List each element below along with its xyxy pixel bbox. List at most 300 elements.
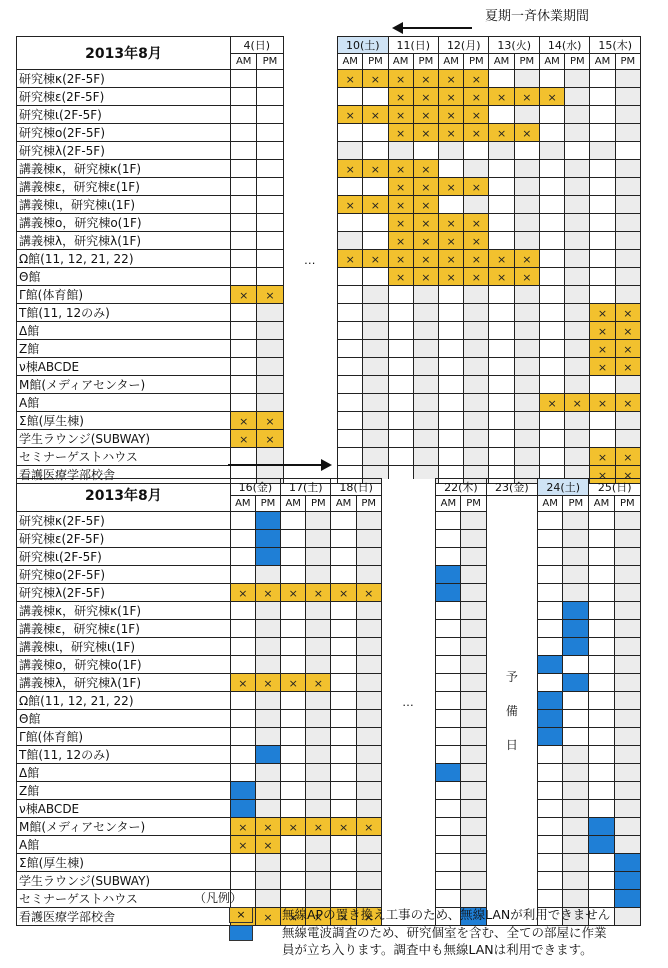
schedule-cell [489, 232, 514, 250]
table-row [17, 818, 641, 836]
schedule-cell [539, 268, 564, 286]
schedule-cell [464, 394, 489, 412]
schedule-cell [338, 322, 363, 340]
schedule-cell [363, 412, 388, 430]
room-name: 研究棟κ(2F-5F) [17, 512, 231, 530]
schedule-cell [255, 872, 280, 890]
schedule-cell [514, 304, 539, 322]
schedule-cell [281, 782, 306, 800]
schedule-cell [615, 142, 640, 160]
schedule-cell [615, 376, 640, 394]
table-row [17, 584, 641, 602]
schedule-cell [331, 710, 356, 728]
schedule-cell [331, 890, 356, 908]
schedule-cell [565, 376, 590, 394]
room-name: 研究棟λ(2F-5F) [17, 142, 231, 160]
schedule-cell [614, 710, 640, 728]
schedule-cell [461, 746, 486, 764]
schedule-cell [363, 88, 388, 106]
schedule-cell [331, 872, 356, 890]
schedule-cell [461, 638, 486, 656]
schedule-cell [589, 602, 614, 620]
schedule-cell [231, 106, 257, 124]
room-name: ν棟ABCDE [17, 800, 231, 818]
schedule-cell [255, 728, 280, 746]
schedule-cell [538, 818, 563, 836]
table-row [17, 512, 641, 530]
schedule-cell [230, 836, 255, 854]
schedule-cell [231, 394, 257, 412]
schedule-cell [565, 106, 590, 124]
schedule-cell [257, 412, 283, 430]
table1-day-header: 10(土) [338, 37, 388, 54]
schedule-cell [464, 322, 489, 340]
schedule-cell [539, 178, 564, 196]
schedule-cell [563, 638, 589, 656]
schedule-cell [464, 88, 489, 106]
schedule-cell [539, 394, 564, 412]
schedule-cell [565, 142, 590, 160]
schedule-cell [413, 142, 438, 160]
schedule-cell [614, 512, 640, 530]
schedule-cell [464, 250, 489, 268]
room-name: セミナーゲストハウス [17, 448, 231, 466]
schedule-table-2 [16, 478, 641, 926]
schedule-cell [413, 304, 438, 322]
schedule-cell [539, 124, 564, 142]
schedule-cell [306, 800, 331, 818]
schedule-cell [338, 430, 363, 448]
schedule-cell [538, 674, 563, 692]
schedule-cell [356, 800, 381, 818]
schedule-cell [539, 448, 564, 466]
schedule-cell [363, 70, 388, 88]
schedule-cell [436, 836, 461, 854]
schedule-cell [589, 566, 614, 584]
schedule-cell [590, 394, 615, 412]
schedule-cell [489, 412, 514, 430]
table2-day-header: … [381, 479, 435, 926]
schedule-cell [614, 872, 640, 890]
schedule-cell [255, 836, 280, 854]
schedule-cell [306, 638, 331, 656]
schedule-cell [356, 584, 381, 602]
schedule-cell [306, 710, 331, 728]
schedule-cell [590, 196, 615, 214]
schedule-cell [230, 530, 255, 548]
schedule-cell [331, 512, 356, 530]
table-row [17, 728, 641, 746]
schedule-cell [538, 854, 563, 872]
schedule-cell [257, 142, 283, 160]
room-name: 研究棟ι(2F-5F) [17, 548, 231, 566]
schedule-cell [615, 358, 640, 376]
schedule-cell [436, 602, 461, 620]
table1-pm-header: PM [464, 54, 489, 70]
schedule-cell [589, 656, 614, 674]
schedule-cell [539, 214, 564, 232]
schedule-cell [615, 88, 640, 106]
schedule-cell [489, 142, 514, 160]
schedule-cell [439, 340, 464, 358]
schedule-cell [565, 358, 590, 376]
schedule-cell [230, 512, 255, 530]
room-name: 研究棟ι(2F-5F) [17, 106, 231, 124]
schedule-cell [614, 692, 640, 710]
schedule-cell [281, 566, 306, 584]
schedule-cell [514, 178, 539, 196]
schedule-cell [461, 872, 486, 890]
schedule-cell [388, 394, 413, 412]
schedule-cell [563, 818, 589, 836]
schedule-cell [306, 584, 331, 602]
schedule-cell [464, 430, 489, 448]
schedule-cell [388, 448, 413, 466]
schedule-cell [338, 106, 363, 124]
room-name: Α館 [17, 836, 231, 854]
schedule-cell [413, 412, 438, 430]
schedule-cell [589, 782, 614, 800]
schedule-cell [257, 232, 283, 250]
table-row [17, 548, 641, 566]
schedule-cell [363, 124, 388, 142]
room-name: Τ館(11, 12のみ) [17, 746, 231, 764]
schedule-cell [565, 394, 590, 412]
schedule-cell [565, 196, 590, 214]
schedule-cell [388, 376, 413, 394]
schedule-cell [331, 728, 356, 746]
schedule-cell [306, 782, 331, 800]
schedule-cell [589, 638, 614, 656]
period-arrow-right [228, 464, 322, 466]
schedule-cell [231, 196, 257, 214]
schedule-cell [255, 710, 280, 728]
schedule-cell [615, 322, 640, 340]
schedule-cell [539, 232, 564, 250]
table2-pm-header: PM [461, 496, 486, 512]
schedule-cell [231, 70, 257, 88]
schedule-cell [356, 674, 381, 692]
schedule-cell [356, 872, 381, 890]
schedule-cell [388, 286, 413, 304]
schedule-cell [413, 214, 438, 232]
room-name: 看護医療学部校舎 [17, 908, 231, 926]
room-name: セミナーゲストハウス [17, 890, 231, 908]
legend-title: （凡例） [194, 891, 243, 905]
room-name: 研究棟ε(2F-5F) [17, 88, 231, 106]
schedule-cell [539, 196, 564, 214]
schedule-cell [306, 746, 331, 764]
schedule-cell [563, 728, 589, 746]
table2-day-header: 25(日) [589, 479, 641, 496]
schedule-cell [388, 304, 413, 322]
schedule-cell [615, 214, 640, 232]
room-name: Γ館(体育館) [17, 286, 231, 304]
schedule-cell [439, 88, 464, 106]
schedule-cell [388, 178, 413, 196]
schedule-cell [589, 584, 614, 602]
legend-text-blue-2: 員が立ち入ります。調査中も無線LANは利用できます。 [282, 942, 593, 957]
schedule-cell [230, 566, 255, 584]
schedule-cell [615, 412, 640, 430]
schedule-cell [615, 340, 640, 358]
schedule-cell [363, 304, 388, 322]
schedule-cell [439, 232, 464, 250]
schedule-cell [231, 160, 257, 178]
schedule-cell [461, 548, 486, 566]
schedule-cell [614, 584, 640, 602]
schedule-cell [538, 764, 563, 782]
schedule-cell [563, 674, 589, 692]
schedule-cell [615, 304, 640, 322]
schedule-cell [614, 764, 640, 782]
room-name: Ω館(11, 12, 21, 22) [17, 250, 231, 268]
schedule-cell [539, 160, 564, 178]
schedule-cell [615, 178, 640, 196]
schedule-cell [538, 836, 563, 854]
schedule-cell [514, 142, 539, 160]
schedule-cell [388, 358, 413, 376]
schedule-cell [464, 286, 489, 304]
schedule-cell [538, 710, 563, 728]
schedule-cell [461, 602, 486, 620]
schedule-cell [231, 448, 257, 466]
room-name: 講義棟ο，研究棟ο(1F) [17, 214, 231, 232]
schedule-cell [615, 196, 640, 214]
schedule-cell [461, 818, 486, 836]
schedule-cell [590, 430, 615, 448]
table1-day-header: 13(火) [489, 37, 539, 54]
schedule-cell [614, 782, 640, 800]
schedule-cell [331, 782, 356, 800]
schedule-cell [565, 322, 590, 340]
schedule-cell [436, 566, 461, 584]
schedule-cell [388, 160, 413, 178]
schedule-cell [464, 304, 489, 322]
room-name: Σ館(厚生棟) [17, 854, 231, 872]
schedule-cell [565, 430, 590, 448]
room-name: 講義棟ο，研究棟ο(1F) [17, 656, 231, 674]
schedule-cell [563, 746, 589, 764]
schedule-cell [563, 872, 589, 890]
table1-am-header: AM [338, 54, 363, 70]
schedule-cell [356, 512, 381, 530]
schedule-cell [514, 214, 539, 232]
table1-day-header: 14(水) [539, 37, 589, 54]
schedule-cell [538, 638, 563, 656]
schedule-cell [439, 412, 464, 430]
schedule-cell [356, 530, 381, 548]
schedule-cell [281, 620, 306, 638]
schedule-cell [331, 602, 356, 620]
room-name: Μ館(メディアセンター) [17, 376, 231, 394]
table1-am-header: AM [539, 54, 564, 70]
schedule-cell [489, 214, 514, 232]
schedule-cell [461, 656, 486, 674]
schedule-cell [255, 818, 280, 836]
schedule-cell [464, 160, 489, 178]
schedule-cell [413, 268, 438, 286]
schedule-cell [436, 764, 461, 782]
schedule-cell [614, 746, 640, 764]
schedule-cell [461, 782, 486, 800]
schedule-cell [231, 142, 257, 160]
schedule-cell [461, 854, 486, 872]
schedule-cell [514, 394, 539, 412]
schedule-cell [331, 674, 356, 692]
reserve-day-char: 備 [505, 703, 518, 718]
table-row [17, 656, 641, 674]
schedule-cell [257, 268, 283, 286]
schedule-cell [563, 620, 589, 638]
schedule-cell [563, 602, 589, 620]
schedule-cell [439, 376, 464, 394]
schedule-cell [331, 746, 356, 764]
schedule-cell [538, 566, 563, 584]
schedule-cell [539, 304, 564, 322]
schedule-cell [589, 890, 614, 908]
schedule-cell [257, 448, 283, 466]
schedule-cell [281, 530, 306, 548]
schedule-cell [538, 548, 563, 566]
schedule-cell [461, 566, 486, 584]
schedule-cell [255, 566, 280, 584]
schedule-cell [331, 764, 356, 782]
reserve-day-char: 日 [505, 737, 518, 752]
schedule-cell [257, 430, 283, 448]
schedule-cell [615, 268, 640, 286]
schedule-cell [436, 854, 461, 872]
schedule-cell [489, 448, 514, 466]
schedule-cell [436, 692, 461, 710]
schedule-cell [539, 142, 564, 160]
schedule-cell [439, 124, 464, 142]
room-name: Δ館 [17, 322, 231, 340]
schedule-cell [255, 584, 280, 602]
schedule-cell [338, 178, 363, 196]
schedule-cell [615, 232, 640, 250]
schedule-cell [565, 160, 590, 178]
schedule-cell [388, 322, 413, 340]
schedule-cell [563, 548, 589, 566]
room-name: Τ館(11, 12のみ) [17, 304, 231, 322]
room-name: Ζ館 [17, 782, 231, 800]
schedule-cell [539, 322, 564, 340]
schedule-cell [538, 584, 563, 602]
schedule-cell [230, 872, 255, 890]
schedule-cell [464, 124, 489, 142]
schedule-cell [590, 376, 615, 394]
schedule-cell [464, 142, 489, 160]
schedule-cell [436, 674, 461, 692]
schedule-cell [590, 286, 615, 304]
schedule-cell [413, 160, 438, 178]
schedule-cell [231, 376, 257, 394]
schedule-cell [306, 656, 331, 674]
schedule-cell [363, 448, 388, 466]
schedule-cell [461, 512, 486, 530]
schedule-cell [363, 232, 388, 250]
room-name: Σ館(厚生棟) [17, 412, 231, 430]
schedule-cell [514, 160, 539, 178]
schedule-cell [489, 268, 514, 286]
schedule-cell [230, 764, 255, 782]
schedule-cell [306, 764, 331, 782]
schedule-cell [413, 286, 438, 304]
schedule-cell [231, 250, 257, 268]
schedule-cell [255, 800, 280, 818]
room-name: 学生ラウンジ(SUBWAY) [17, 430, 231, 448]
room-name: 講義棟κ，研究棟κ(1F) [17, 160, 231, 178]
schedule-cell [614, 656, 640, 674]
schedule-cell [363, 196, 388, 214]
schedule-cell [464, 232, 489, 250]
schedule-cell [589, 710, 614, 728]
schedule-cell [436, 872, 461, 890]
schedule-cell [565, 304, 590, 322]
schedule-cell [363, 358, 388, 376]
schedule-cell [514, 322, 539, 340]
schedule-cell [436, 890, 461, 908]
schedule-cell [589, 548, 614, 566]
schedule-cell [563, 710, 589, 728]
table-row [17, 566, 641, 584]
schedule-cell [590, 448, 615, 466]
schedule-cell [590, 250, 615, 268]
schedule-cell [338, 250, 363, 268]
schedule-cell [257, 196, 283, 214]
schedule-cell [413, 124, 438, 142]
table2-am-header: AM [589, 496, 614, 512]
schedule-cell [413, 250, 438, 268]
table1-day-header: 4(日) [231, 37, 284, 54]
room-name: Ω館(11, 12, 21, 22) [17, 692, 231, 710]
schedule-cell [255, 530, 280, 548]
schedule-cell [338, 124, 363, 142]
schedule-cell [565, 214, 590, 232]
schedule-cell [589, 512, 614, 530]
schedule-cell [363, 106, 388, 124]
schedule-cell [439, 250, 464, 268]
schedule-cell [257, 178, 283, 196]
schedule-cell [231, 430, 257, 448]
schedule-cell [464, 358, 489, 376]
schedule-cell [590, 340, 615, 358]
table-row [17, 764, 641, 782]
schedule-cell [563, 584, 589, 602]
schedule-cell [565, 268, 590, 286]
table2-am-header: AM [230, 496, 255, 512]
schedule-cell [363, 394, 388, 412]
table-row [17, 782, 641, 800]
schedule-cell [615, 160, 640, 178]
schedule-cell [538, 602, 563, 620]
table2-am-header: AM [538, 496, 563, 512]
schedule-cell [538, 692, 563, 710]
table1-pm-header: PM [565, 54, 590, 70]
schedule-cell [363, 160, 388, 178]
schedule-cell [589, 620, 614, 638]
schedule-cell [590, 214, 615, 232]
schedule-cell [615, 70, 640, 88]
schedule-cell [489, 70, 514, 88]
schedule-cell [338, 196, 363, 214]
schedule-cell [589, 728, 614, 746]
schedule-cell [461, 710, 486, 728]
schedule-cell [230, 818, 255, 836]
schedule-cell [331, 584, 356, 602]
schedule-cell [514, 232, 539, 250]
